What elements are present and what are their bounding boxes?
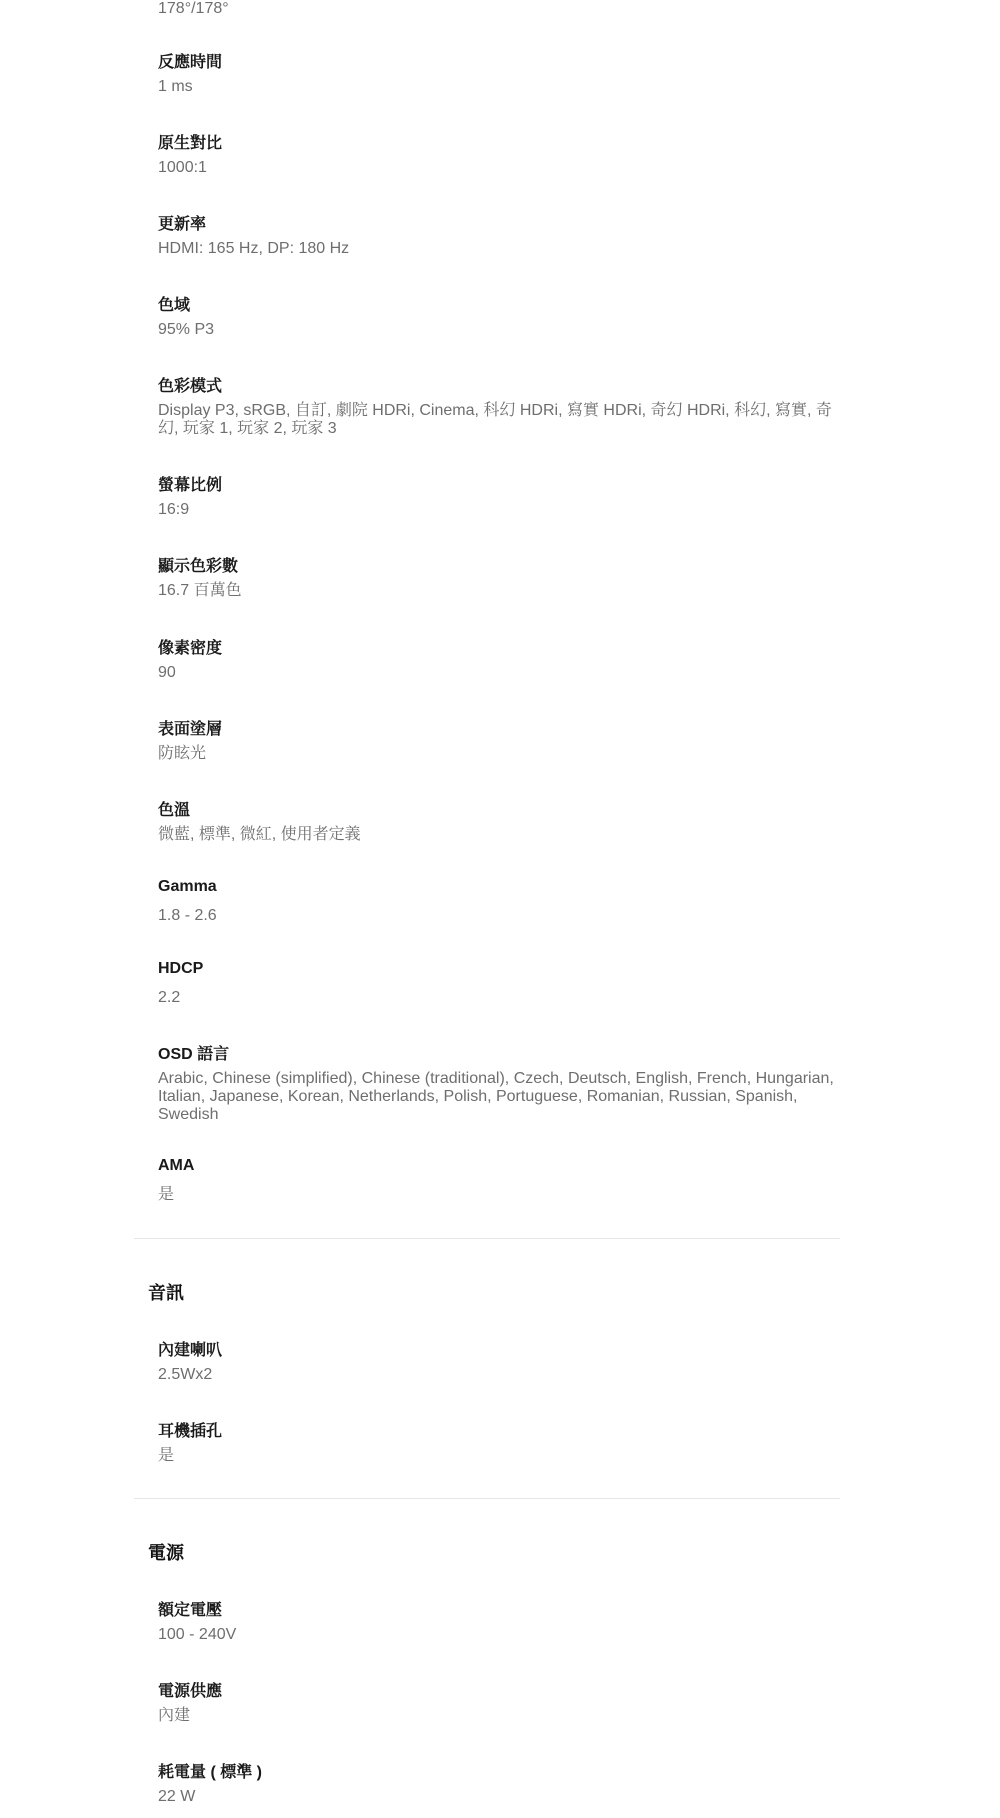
spec-value: 1 ms [158, 78, 193, 95]
spec-value: Display P3, sRGB, 自訂, 劇院 HDRi, Cinema, 科幻 HDRi, 寫實 HDRi, 奇幻 HDRi, 科幻, 寫實, 奇幻, 玩家 1, 玩家 2, 玩家 3 [158, 402, 832, 437]
spec-label: 色溫 [158, 802, 191, 819]
spec-label: 耳機插孔 [158, 1423, 223, 1440]
section-title-power: 電源 [148, 1543, 184, 1563]
spec-value: 100 - 240V [158, 1626, 237, 1643]
spec-value: 是 [158, 1447, 175, 1464]
spec-value: 是 [158, 1186, 175, 1203]
spec-label: Gamma [158, 878, 217, 895]
spec-value: 2.2 [158, 989, 181, 1006]
spec-value: 16:9 [158, 501, 190, 518]
spec-value: 1000:1 [158, 159, 207, 176]
spec-value: HDMI: 165 Hz, DP: 180 Hz [158, 240, 350, 257]
section-divider [134, 1238, 840, 1239]
spec-label: OSD 語言 [158, 1046, 230, 1063]
spec-value: 178°/178° [158, 0, 229, 17]
spec-value: 16.7 百萬色 [158, 582, 242, 599]
spec-label: 色域 [158, 297, 191, 314]
spec-label: 內建喇叭 [158, 1342, 223, 1359]
spec-label: 表面塗層 [158, 721, 223, 738]
spec-label: 色彩模式 [158, 378, 223, 395]
spec-label: 電源供應 [158, 1683, 223, 1700]
spec-value: 2.5Wx2 [158, 1366, 213, 1383]
spec-label: 顯示色彩數 [158, 558, 239, 575]
spec-label: 螢幕比例 [158, 477, 223, 494]
spec-value: Arabic, Chinese (simplified), Chinese (traditional), Czech, Deutsch, English, French, Hungarian, Italian, Japanese, Korean, Netherlands, Polish, Portuguese, Romanian, Russian, Spanish, Swedish [158, 1070, 834, 1123]
spec-value: 1.8 - 2.6 [158, 907, 217, 924]
spec-value: 內建 [158, 1707, 191, 1724]
spec-label: 更新率 [158, 216, 207, 233]
spec-value: 95% P3 [158, 321, 215, 338]
spec-label: AMA [158, 1157, 195, 1174]
spec-value: 90 [158, 664, 176, 681]
spec-label: 原生對比 [158, 135, 223, 152]
section-title-audio: 音訊 [148, 1283, 184, 1303]
section-divider [134, 1498, 840, 1499]
spec-label: 耗電量 ( 標準 ) [158, 1764, 262, 1781]
spec-label: 反應時間 [158, 54, 223, 71]
spec-value: 防眩光 [158, 745, 207, 762]
spec-label: HDCP [158, 960, 204, 977]
spec-value: 微藍, 標準, 微紅, 使用者定義 [158, 826, 361, 843]
spec-label: 額定電壓 [158, 1602, 223, 1619]
spec-value: 22 W [158, 1788, 196, 1805]
spec-label: 像素密度 [158, 640, 223, 657]
